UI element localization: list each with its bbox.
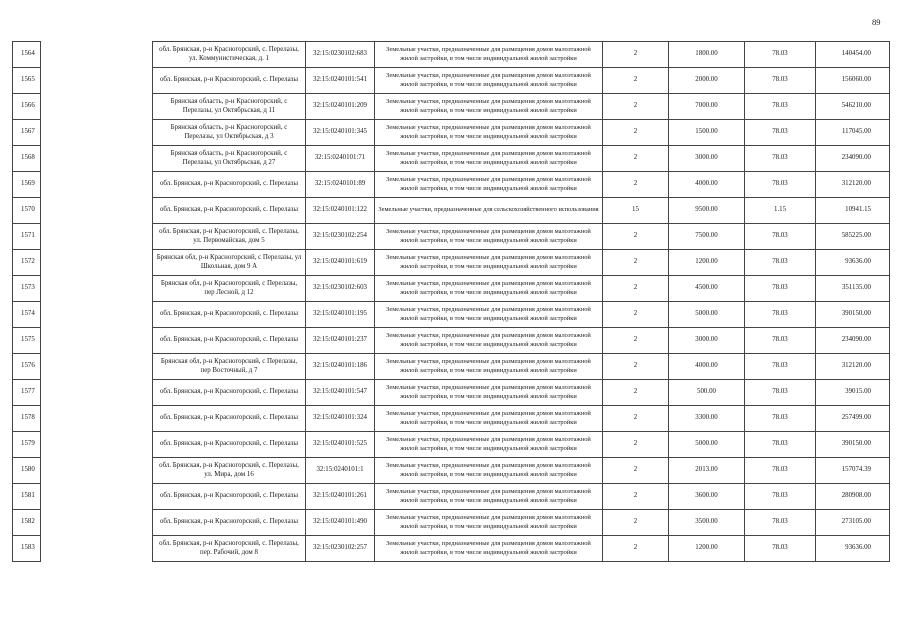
group-code-cell: 2 <box>603 354 669 380</box>
row-number: 1569 <box>13 172 41 198</box>
spacer-cell <box>41 432 153 458</box>
area-cell: 4500.00 <box>669 276 745 302</box>
spacer-cell <box>41 458 153 484</box>
specific-value-cell: 78.03 <box>745 224 816 250</box>
spacer-cell <box>41 42 153 68</box>
row-number: 1566 <box>13 94 41 120</box>
group-code-cell: 2 <box>603 328 669 354</box>
group-code-cell: 2 <box>603 94 669 120</box>
group-code-cell: 2 <box>603 458 669 484</box>
address-cell: Брянская обл, р-н Красногорский, с Перелазы, пер Лесной, д 12 <box>153 276 306 302</box>
cadastral-value-cell: 257499.00 <box>816 406 890 432</box>
address-cell: обл. Брянская, р-н Красногорский, с. Перелазы <box>153 302 306 328</box>
cadastral-value-cell: 585225.00 <box>816 224 890 250</box>
cadastral-number-cell: 32:15:0240101:237 <box>306 328 375 354</box>
cadastral-value-cell: 39015.00 <box>816 380 890 406</box>
cadastral-value-cell: 234090.00 <box>816 146 890 172</box>
row-number: 1568 <box>13 146 41 172</box>
table-body <box>13 42 890 562</box>
row-number: 1574 <box>13 302 41 328</box>
area-cell: 4000.00 <box>669 354 745 380</box>
table-row <box>13 120 890 146</box>
cadastral-value-cell: 546210.00 <box>816 94 890 120</box>
row-number: 1567 <box>13 120 41 146</box>
row-number: 1575 <box>13 328 41 354</box>
land-category-cell: Земельные участки, предназначенные для размещения домов малоэтажной жилой застройки, в том числе индивидуальной жилой застройки <box>375 380 603 406</box>
land-category-cell: Земельные участки, предназначенные для размещения домов малоэтажной жилой застройки, в том числе индивидуальной жилой застройки <box>375 484 603 510</box>
table-row <box>13 458 890 484</box>
cadastral-number-cell: 32:15:0240101:345 <box>306 120 375 146</box>
cadastral-value-cell: 156060.00 <box>816 68 890 94</box>
row-number: 1565 <box>13 68 41 94</box>
cadastral-number-cell: 32:15:0240101:209 <box>306 94 375 120</box>
spacer-cell <box>41 536 153 562</box>
row-number: 1577 <box>13 380 41 406</box>
cadastral-value-cell: 390150.00 <box>816 302 890 328</box>
table-row <box>13 484 890 510</box>
spacer-cell <box>41 224 153 250</box>
spacer-cell <box>41 328 153 354</box>
table-row <box>13 146 890 172</box>
group-code-cell: 2 <box>603 484 669 510</box>
group-code-cell: 15 <box>603 198 669 224</box>
spacer-cell <box>41 94 153 120</box>
land-category-cell: Земельные участки, предназначенные для сельскохозяйственного использования <box>375 198 603 224</box>
address-cell: обл. Брянская, р-н Красногорский, с. Перелазы <box>153 328 306 354</box>
address-cell: обл. Брянская, р-н Красногорский, с. Перелазы <box>153 380 306 406</box>
group-code-cell: 2 <box>603 224 669 250</box>
specific-value-cell: 1.15 <box>745 198 816 224</box>
cadastral-value-cell: 140454.00 <box>816 42 890 68</box>
cadastral-number-cell: 32:15:0230102:254 <box>306 224 375 250</box>
cadastral-number-cell: 32:15:0230102:257 <box>306 536 375 562</box>
land-category-cell: Земельные участки, предназначенные для размещения домов малоэтажной жилой застройки, в том числе индивидуальной жилой застройки <box>375 354 603 380</box>
row-number: 1582 <box>13 510 41 536</box>
row-number: 1579 <box>13 432 41 458</box>
spacer-cell <box>41 120 153 146</box>
spacer-cell <box>41 302 153 328</box>
row-number: 1581 <box>13 484 41 510</box>
land-category-cell: Земельные участки, предназначенные для размещения домов малоэтажной жилой застройки, в том числе индивидуальной жилой застройки <box>375 458 603 484</box>
specific-value-cell: 78.03 <box>745 42 816 68</box>
land-category-cell: Земельные участки, предназначенные для размещения домов малоэтажной жилой застройки, в том числе индивидуальной жилой застройки <box>375 302 603 328</box>
area-cell: 1200.00 <box>669 536 745 562</box>
table-row <box>13 224 890 250</box>
specific-value-cell: 78.03 <box>745 120 816 146</box>
group-code-cell: 2 <box>603 380 669 406</box>
land-category-cell: Земельные участки, предназначенные для размещения домов малоэтажной жилой застройки, в том числе индивидуальной жилой застройки <box>375 536 603 562</box>
spacer-cell <box>41 354 153 380</box>
row-number: 1576 <box>13 354 41 380</box>
area-cell: 3500.00 <box>669 510 745 536</box>
address-cell: обл. Брянская, р-н Красногорский, с. Перелазы <box>153 172 306 198</box>
area-cell: 1500.00 <box>669 120 745 146</box>
area-cell: 5000.00 <box>669 432 745 458</box>
area-cell: 7500.00 <box>669 224 745 250</box>
land-plots-table <box>12 41 890 562</box>
land-category-cell: Земельные участки, предназначенные для размещения домов малоэтажной жилой застройки, в том числе индивидуальной жилой застройки <box>375 224 603 250</box>
cadastral-value-cell: 273105.00 <box>816 510 890 536</box>
page-number: 89 <box>872 17 881 27</box>
area-cell: 7000.00 <box>669 94 745 120</box>
specific-value-cell: 78.03 <box>745 276 816 302</box>
group-code-cell: 2 <box>603 42 669 68</box>
address-cell: обл. Брянская, р-н Красногорский, с. Перелазы, пер. Рабочий, дом 8 <box>153 536 306 562</box>
specific-value-cell: 78.03 <box>745 458 816 484</box>
area-cell: 500.00 <box>669 380 745 406</box>
table-row <box>13 380 890 406</box>
area-cell: 3000.00 <box>669 146 745 172</box>
group-code-cell: 2 <box>603 146 669 172</box>
cadastral-number-cell: 32:15:0240101:541 <box>306 68 375 94</box>
cadastral-number-cell: 32:15:0230102:683 <box>306 42 375 68</box>
table-row <box>13 536 890 562</box>
cadastral-number-cell: 32:15:0230102:603 <box>306 276 375 302</box>
group-code-cell: 2 <box>603 120 669 146</box>
table-row <box>13 68 890 94</box>
group-code-cell: 2 <box>603 536 669 562</box>
cadastral-number-cell: 32:15:0240101:89 <box>306 172 375 198</box>
spacer-cell <box>41 146 153 172</box>
cadastral-value-cell: 280908.00 <box>816 484 890 510</box>
row-number: 1570 <box>13 198 41 224</box>
address-cell: обл. Брянская, р-н Красногорский, с. Перелазы <box>153 510 306 536</box>
specific-value-cell: 78.03 <box>745 380 816 406</box>
cadastral-value-cell: 10941.15 <box>816 198 890 224</box>
cadastral-value-cell: 93636.00 <box>816 250 890 276</box>
cadastral-number-cell: 32:15:0240101:547 <box>306 380 375 406</box>
specific-value-cell: 78.03 <box>745 68 816 94</box>
group-code-cell: 2 <box>603 432 669 458</box>
cadastral-number-cell: 32:15:0240101:525 <box>306 432 375 458</box>
area-cell: 9500.00 <box>669 198 745 224</box>
address-cell: обл. Брянская, р-н Красногорский, с. Перелазы, ул. Коммунистическая, д. 1 <box>153 42 306 68</box>
spacer-cell <box>41 250 153 276</box>
group-code-cell: 2 <box>603 68 669 94</box>
group-code-cell: 2 <box>603 510 669 536</box>
spacer-cell <box>41 68 153 94</box>
cadastral-number-cell: 32:15:0240101:71 <box>306 146 375 172</box>
group-code-cell: 2 <box>603 250 669 276</box>
area-cell: 2013.00 <box>669 458 745 484</box>
specific-value-cell: 78.03 <box>745 484 816 510</box>
table-row <box>13 406 890 432</box>
cadastral-number-cell: 32:15:0240101:186 <box>306 354 375 380</box>
table-row <box>13 302 890 328</box>
specific-value-cell: 78.03 <box>745 250 816 276</box>
group-code-cell: 2 <box>603 172 669 198</box>
address-cell: Брянская обл, р-н Красногорский, с Перелазы, ул Школьная, дом 9 А <box>153 250 306 276</box>
specific-value-cell: 78.03 <box>745 406 816 432</box>
cadastral-number-cell: 32:15:0240101:490 <box>306 510 375 536</box>
spacer-cell <box>41 484 153 510</box>
specific-value-cell: 78.03 <box>745 94 816 120</box>
row-number: 1564 <box>13 42 41 68</box>
table-row <box>13 354 890 380</box>
row-number: 1580 <box>13 458 41 484</box>
row-number: 1573 <box>13 276 41 302</box>
specific-value-cell: 78.03 <box>745 328 816 354</box>
land-category-cell: Земельные участки, предназначенные для размещения домов малоэтажной жилой застройки, в том числе индивидуальной жилой застройки <box>375 42 603 68</box>
cadastral-value-cell: 312120.00 <box>816 354 890 380</box>
cadastral-number-cell: 32:15:0240101:1 <box>306 458 375 484</box>
group-code-cell: 2 <box>603 276 669 302</box>
land-category-cell: Земельные участки, предназначенные для размещения домов малоэтажной жилой застройки, в том числе индивидуальной жилой застройки <box>375 328 603 354</box>
area-cell: 3000.00 <box>669 328 745 354</box>
area-cell: 1200.00 <box>669 250 745 276</box>
land-category-cell: Земельные участки, предназначенные для размещения домов малоэтажной жилой застройки, в том числе индивидуальной жилой застройки <box>375 94 603 120</box>
cadastral-number-cell: 32:15:0240101:261 <box>306 484 375 510</box>
table-row <box>13 42 890 68</box>
table-row <box>13 198 890 224</box>
table-row <box>13 328 890 354</box>
address-cell: обл. Брянская, р-н Красногорский, с. Перелазы, ул. Мира, дом 16 <box>153 458 306 484</box>
table-row <box>13 94 890 120</box>
address-cell: обл. Брянская, р-н Красногорский, с. Перелазы <box>153 68 306 94</box>
land-category-cell: Земельные участки, предназначенные для размещения домов малоэтажной жилой застройки, в том числе индивидуальной жилой застройки <box>375 250 603 276</box>
row-number: 1571 <box>13 224 41 250</box>
address-cell: обл. Брянская, р-н Красногорский, с. Перелазы, ул. Первомайская, дом 5 <box>153 224 306 250</box>
row-number: 1583 <box>13 536 41 562</box>
land-category-cell: Земельные участки, предназначенные для размещения домов малоэтажной жилой застройки, в том числе индивидуальной жилой застройки <box>375 120 603 146</box>
land-category-cell: Земельные участки, предназначенные для размещения домов малоэтажной жилой застройки, в том числе индивидуальной жилой застройки <box>375 406 603 432</box>
area-cell: 5000.00 <box>669 302 745 328</box>
specific-value-cell: 78.03 <box>745 536 816 562</box>
area-cell: 4000.00 <box>669 172 745 198</box>
address-cell: обл. Брянская, р-н Красногорский, с. Перелазы <box>153 406 306 432</box>
spacer-cell <box>41 172 153 198</box>
cadastral-value-cell: 157074.39 <box>816 458 890 484</box>
area-cell: 1800.00 <box>669 42 745 68</box>
spacer-cell <box>41 198 153 224</box>
spacer-cell <box>41 276 153 302</box>
cadastral-number-cell: 32:15:0240101:122 <box>306 198 375 224</box>
cadastral-number-cell: 32:15:0240101:195 <box>306 302 375 328</box>
table-row <box>13 432 890 458</box>
table-row <box>13 276 890 302</box>
land-category-cell: Земельные участки, предназначенные для размещения домов малоэтажной жилой застройки, в том числе индивидуальной жилой застройки <box>375 510 603 536</box>
address-cell: Брянская область, р-н Красногорский, с Перелазы, ул Октябрьская, д 3 <box>153 120 306 146</box>
cadastral-value-cell: 390150.00 <box>816 432 890 458</box>
row-number: 1578 <box>13 406 41 432</box>
group-code-cell: 2 <box>603 302 669 328</box>
spacer-cell <box>41 406 153 432</box>
specific-value-cell: 78.03 <box>745 510 816 536</box>
area-cell: 3300.00 <box>669 406 745 432</box>
cadastral-value-cell: 93636.00 <box>816 536 890 562</box>
cadastral-value-cell: 312120.00 <box>816 172 890 198</box>
address-cell: Брянская область, р-н Красногорский, с Перелазы, ул Октябрьская, д 11 <box>153 94 306 120</box>
table-row <box>13 510 890 536</box>
address-cell: Брянская область, р-н Красногорский, с Перелазы, ул Октябрьская, д 27 <box>153 146 306 172</box>
area-cell: 2000.00 <box>669 68 745 94</box>
cadastral-number-cell: 32:15:0240101:619 <box>306 250 375 276</box>
group-code-cell: 2 <box>603 406 669 432</box>
land-category-cell: Земельные участки, предназначенные для размещения домов малоэтажной жилой застройки, в том числе индивидуальной жилой застройки <box>375 68 603 94</box>
land-category-cell: Земельные участки, предназначенные для размещения домов малоэтажной жилой застройки, в том числе индивидуальной жилой застройки <box>375 432 603 458</box>
specific-value-cell: 78.03 <box>745 302 816 328</box>
land-category-cell: Земельные участки, предназначенные для размещения домов малоэтажной жилой застройки, в том числе индивидуальной жилой застройки <box>375 146 603 172</box>
address-cell: Брянская обл, р-н Красногорский, с Перелазы, пер Восточный, д 7 <box>153 354 306 380</box>
table-row <box>13 250 890 276</box>
cadastral-number-cell: 32:15:0240101:324 <box>306 406 375 432</box>
specific-value-cell: 78.03 <box>745 146 816 172</box>
spacer-cell <box>41 510 153 536</box>
row-number: 1572 <box>13 250 41 276</box>
specific-value-cell: 78.03 <box>745 172 816 198</box>
address-cell: обл. Брянская, р-н Красногорский, с. Перелазы <box>153 198 306 224</box>
area-cell: 3600.00 <box>669 484 745 510</box>
address-cell: обл. Брянская, р-н Красногорский, с. Перелазы <box>153 432 306 458</box>
land-category-cell: Земельные участки, предназначенные для размещения домов малоэтажной жилой застройки, в том числе индивидуальной жилой застройки <box>375 172 603 198</box>
specific-value-cell: 78.03 <box>745 432 816 458</box>
spacer-cell <box>41 380 153 406</box>
address-cell: обл. Брянская, р-н Красногорский, с. Перелазы <box>153 484 306 510</box>
cadastral-value-cell: 117045.00 <box>816 120 890 146</box>
land-category-cell: Земельные участки, предназначенные для размещения домов малоэтажной жилой застройки, в том числе индивидуальной жилой застройки <box>375 276 603 302</box>
cadastral-value-cell: 234090.00 <box>816 328 890 354</box>
cadastral-value-cell: 351135.00 <box>816 276 890 302</box>
table-row <box>13 172 890 198</box>
specific-value-cell: 78.03 <box>745 354 816 380</box>
